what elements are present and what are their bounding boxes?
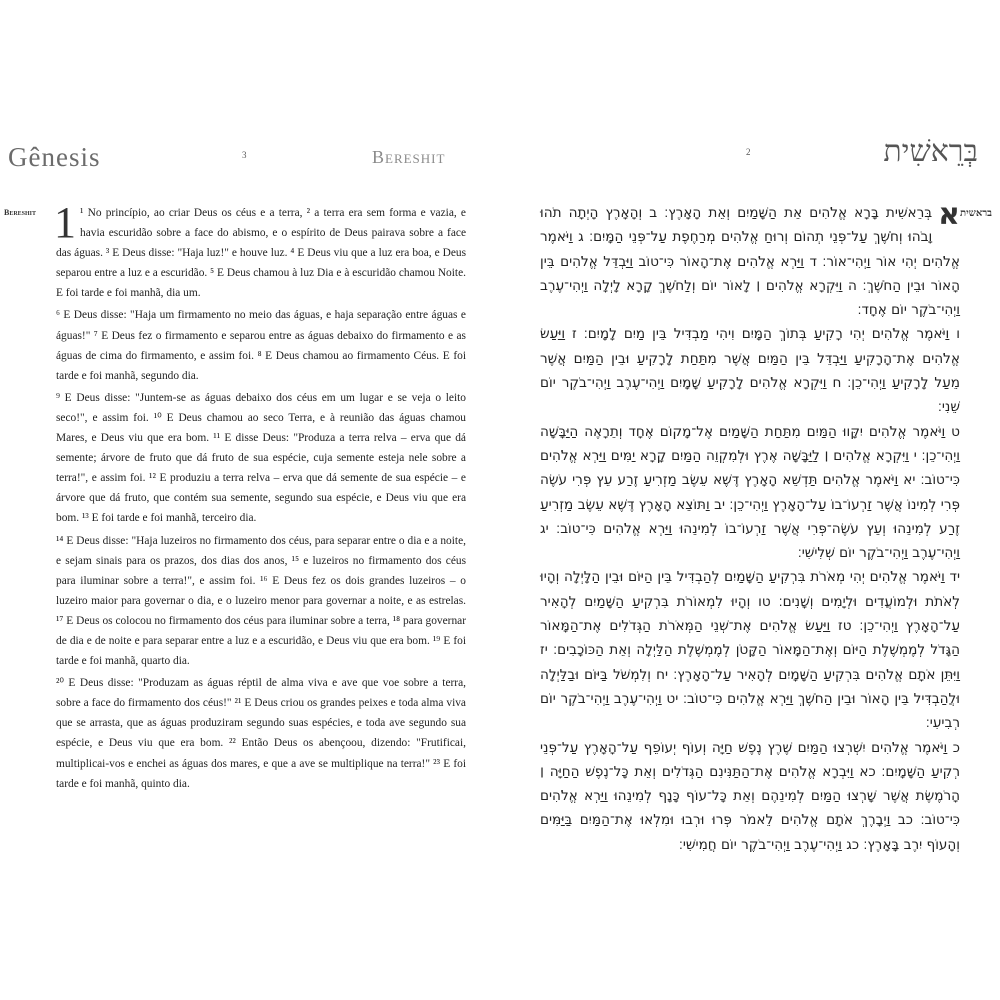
page-title: Gênesis (8, 142, 101, 172)
paragraph: ו וַיֹּאמֶר אֱלֹהִים יְהִי רָקִיעַ בְּתוֹךְ הַמָּיִם וִיהִי מַבְדִּיל בֵּין מַיִם לָמָיִם׃ ז וַיַּעַשׂ אֱלֹהִים אֶת־הָרָקִיעַ וַיַּבְדֵּל בֵּין הַמַּיִם אֲשֶׁר מִתַּחַת לָרָקִיעַ וּבֵין הַמַּיִם אֲשֶׁר מֵעַל לָרָקִיעַ וַיְהִי־כֵן׃ ח וַיִּקְרָא אֱלֹהִים לָרָקִיעַ שָׁמָיִם וַיְהִי־עֶרֶב וַיְהִי־בֹקֶר יוֹם שֵׁנִי׃ (540, 326, 960, 416)
page-number: 3 (242, 150, 247, 160)
paragraph: בְּרֵאשִׁית בָּרָא אֱלֹהִים אֵת הַשָּׁמַיִם וְאֵת הָאָרֶץ׃ ב וְהָאָרֶץ הָיְתָה תֹהוּ וָבֹהוּ וְחֹשֶׁךְ עַל־פְּנֵי תְהוֹם וְרוּחַ אֱלֹהִים מְרַחֶפֶת עַל־פְּנֵי הַמָּיִם׃ ג וַיֹּאמֶר אֱלֹהִים יְהִי אוֹר וַיְהִי־אוֹר׃ ד וַיַּרְא אֱלֹהִים אֶת־הָאוֹר כִּי־טוֹב וַיַּבְדֵּל אֱלֹהִים בֵּין הָאוֹר וּבֵין הַחֹשֶׁךְ׃ ה וַיִּקְרָא אֱלֹהִים ׀ לָאוֹר יוֹם וְלַחֹשֶׁךְ קָרָא לָיְלָה וַיְהִי־עֶרֶב וַיְהִי־בֹקֶר יוֹם אֶחָד׃ (540, 205, 960, 319)
paragraph: ⁶ E Deus disse: "Haja um firmamento no meio das águas, e haja separação entre águas e águas!" ⁷ E Deus fez o firmamento e separou entre as águas debaixo do firmamento e as águas de cima do firmamento, e assim foi. ⁸ E Deus chamou ao firmamento Céus. E foi tarde e foi manhã, segundo dia. (56, 309, 466, 382)
side-label: בראשית (960, 208, 992, 219)
paragraph: כ וַיֹּאמֶר אֱלֹהִים יִשְׁרְצוּ הַמַּיִם שֶׁרֶץ נֶפֶשׁ חַיָּה וְעוֹף יְעוֹפֵף עַל־הָאָרֶץ עַל־פְּנֵי רְקִיעַ הַשָּׁמָיִם׃ כא וַיִּבְרָא אֱלֹהִים אֶת־הַתַּנִּינִם הַגְּדֹלִים וְאֵת כָּל־נֶפֶשׁ הַחַיָּה ׀ הָרֹמֶשֶׂת אֲשֶׁר שָׁרְצוּ הַמַּיִם לְמִינֵהֶם וְאֵת כָּל־עוֹף כָּנָף לְמִינֵהוּ וַיַּרְא אֱלֹהִים כִּי־טוֹב׃ כב וַיְבָרֶךְ אֹתָם אֱלֹהִים לֵאמֹר פְּרוּ וּרְבוּ וּמִלְאוּ אֶת־הַמַּיִם בַּיַּמִּים וְהָעוֹף יִרֶב בָּאָרֶץ׃ כג וַיְהִי־עֶרֶב וַיְהִי־בֹקֶר יוֹם חֲמִישִׁי׃ (540, 739, 960, 853)
right-page (500, 0, 1000, 1000)
paragraph: ¹ No princípio, ao criar Deus os céus e a terra, ² a terra era sem forma e vazia, e havia escuridão sobre a face do abismo, e o espírito de Deus pairava sobre a face das águas. ³ E Deus disse: "Haja luz!" e houve luz. ⁴ E Deus viu que a luz era boa, e Deus separou entre a luz e a escuridão. ⁵ E Deus chamou à luz Dia e à escuridão chamou Noite. E foi tarde e foi manhã, dia um. (56, 207, 466, 300)
paragraph: ⁹ E Deus disse: "Juntem-se as águas debaixo dos céus em um lugar e se veja o leito seco!", e assim foi. ¹⁰ E Deus chamou ao seco Terra, e à reunião das águas chamou Mares, e Deus viu que era bom. ¹¹ E disse Deus: "Produza a terra relva – erva que dá semente; árvore de fruto que dá fruto de sua espécie, cuja semente esteja nele sobre a terra!", e assim foi. ¹² E produziu a terra relva – erva que dá semente de sua espécie – e árvore que dá fruto, que contém sua semente, segundo sua espécie, e Deus viu que era bom. ¹³ E foi tarde e foi manhã, terceiro dia. (56, 391, 466, 525)
paragraph: יד וַיֹּאמֶר אֱלֹהִים יְהִי מְאֹרֹת בִּרְקִיעַ הַשָּׁמַיִם לְהַבְדִּיל בֵּין הַיּוֹם וּבֵין הַלָּיְלָה וְהָיוּ לְאֹתֹת וּלְמוֹעֲדִים וּלְיָמִים וְשָׁנִים׃ טו וְהָיוּ לִמְאוֹרֹת בִּרְקִיעַ הַשָּׁמַיִם לְהָאִיר עַל־הָאָרֶץ וַיְהִי־כֵן׃ טז וַיַּעַשׂ אֱלֹהִים אֶת־שְׁנֵי הַמְּאֹרֹת הַגְּדֹלִים אֶת־הַמָּאוֹר הַגָּדֹל לְמֶמְשֶׁלֶת הַיּוֹם וְאֶת־הַמָּאוֹר הַקָּטֹן לְמֶמְשֶׁלֶת הַלַּיְלָה וְאֵת הַכּוֹכָבִים׃ יז וַיִּתֵּן אֹתָם אֱלֹהִים בִּרְקִיעַ הַשָּׁמָיִם לְהָאִיר עַל־הָאָרֶץ׃ יח וְלִמְשֹׁל בַּיּוֹם וּבַלַּיְלָה וּלֲהַבְדִּיל בֵּין הָאוֹר וּבֵין הַחֹשֶׁךְ וַיַּרְא אֱלֹהִים כִּי־טוֹב׃ יט וַיְהִי־עֶרֶב וַיְהִי־בֹקֶר יוֹם רְבִיעִי׃ (540, 569, 960, 732)
paragraph: ¹⁴ E Deus disse: "Haja luzeiros no firmamento dos céus, para separar entre o dia e a noite, e sejam sinais para os prazos, dos dias dos anos, ¹⁵ e luzeiros no firmamento dos céus para iluminar sobre a terra!", e assim foi. ¹⁶ E Deus fez os dois grandes luzeiros – o luzeiro maior para governar o dia, e o luzeiro menor para governar a noite, e as estrelas. ¹⁷ E Deus os colocou no firmamento dos céus para iluminar sobre a terra, ¹⁸ para governar de dia e de noite e para separar entre a luz e a escuridão, e Deus viu que era bom. ¹⁹ E foi tarde e foi manhã, quarto dia. (56, 534, 466, 668)
paragraph: ²⁰ E Deus disse: "Produzam as águas réptil de alma viva e ave que voe sobre a terra, sobre a face do firmamento dos céus!" ²¹ E Deus criou os grandes peixes e toda alma viva que se arrasta, que as águas produziram segundo suas espécies, e toda ave segundo sua espécie, e Deus viu que era bom. ²² Então Deus os abençoou, dizendo: "Frutificai, multiplicai-vos e enchei as águas dos mares, e que a ave se multiplique na terra!" ²³ E foi tarde e foi manhã, quinto dia. (56, 677, 466, 790)
running-head: Bereshit (372, 147, 446, 167)
hebrew-text (540, 197, 960, 857)
chapter-letter: א (938, 197, 960, 232)
paragraph: ט וַיֹּאמֶר אֱלֹהִים יִקָּווּ הַמַּיִם מִתַּחַת הַשָּׁמַיִם אֶל־מָקוֹם אֶחָד וְתֵרָאֶה הַיַּבָּשָׁה וַיְהִי־כֵן׃ י וַיִּקְרָא אֱלֹהִים ׀ לַיַּבָּשָׁה אֶרֶץ וּלְמִקְוֵה הַמַּיִם קָרָא יַמִּים וַיַּרְא אֱלֹהִים כִּי־טוֹב׃ יא וַיֹּאמֶר אֱלֹהִים תַּדְשֵׁא הָאָרֶץ דֶּשֶׁא עֵשֶׂב מַזְרִיעַ זֶרַע עֵץ פְּרִי עֹשֶׂה פְּרִי לְמִינוֹ אֲשֶׁר זַרְעוֹ־בוֹ עַל־הָאָרֶץ וַיְהִי־כֵן׃ יב וַתּוֹצֵא הָאָרֶץ דֶּשֶׁא עֵשֶׂב מַזְרִיעַ זֶרַע לְמִינֵהוּ וְעֵץ עֹשֶׂה־פְּרִי אֲשֶׁר זַרְעוֹ־בוֹ לְמִינֵהוּ וַיַּרְא אֱלֹהִים כִּי־טוֹב׃ יג וַיְהִי־עֶרֶב וַיְהִי־בֹקֶר יוֹם שְׁלִישִׁי׃ (540, 423, 960, 562)
chapter-number: 1 (54, 198, 76, 247)
portuguese-text (54, 198, 466, 796)
side-label: Bereshit (4, 208, 37, 217)
page-title: בְּרֵאשִׁית (883, 135, 978, 168)
page-number: 2 (746, 147, 751, 157)
